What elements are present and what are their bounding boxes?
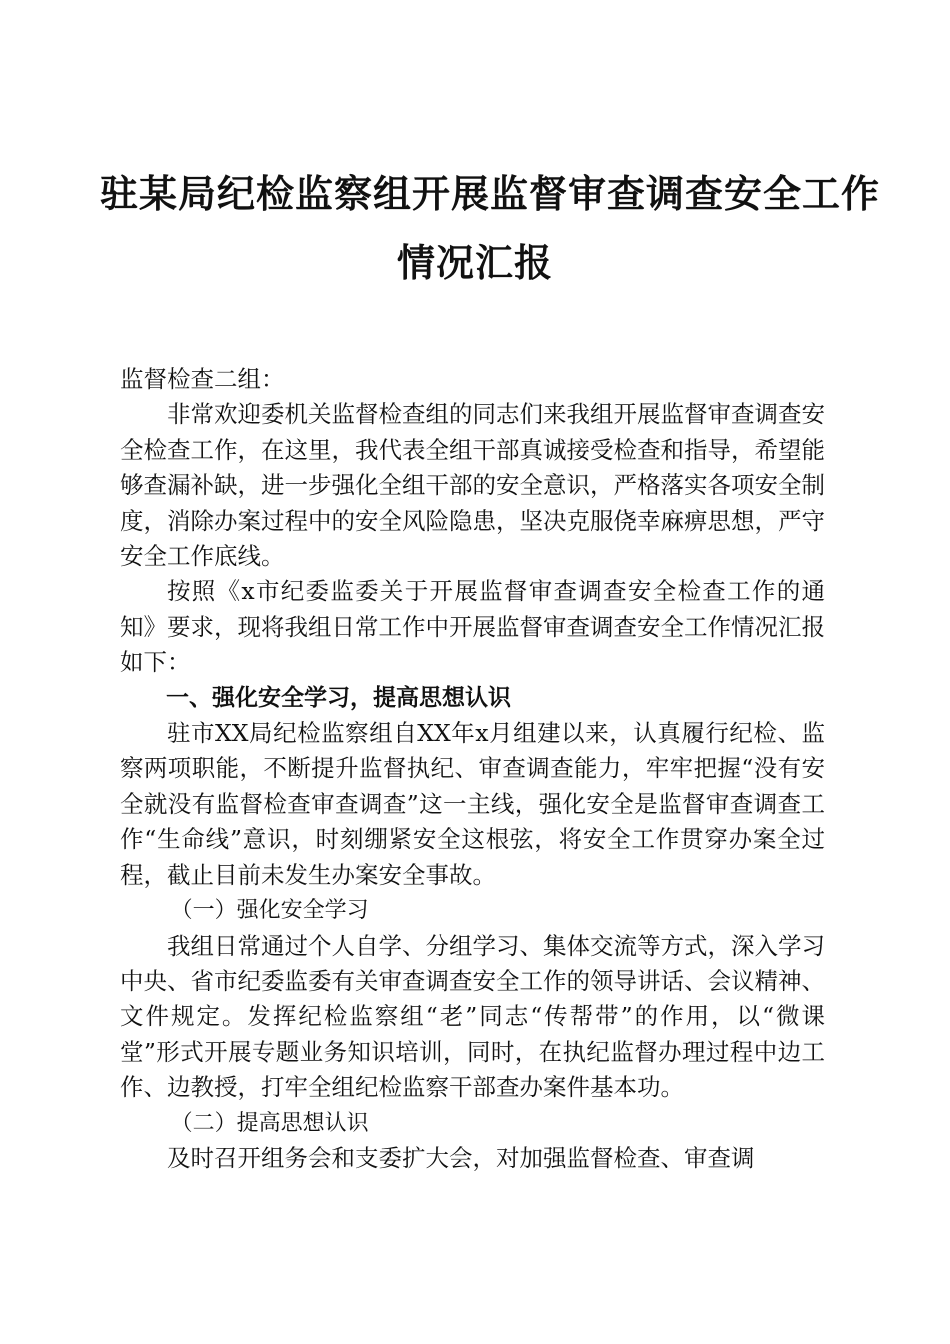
section-heading-1: 一、强化安全学习，提高思想认识	[166, 684, 511, 711]
subsection-1-paragraph: 我组日常通过个人自学、分组学习、集体交流等方式，深入学习中央、省市纪委监委有关审查调查安全工作的领导讲话、会议精神、文件规定。发挥纪检监察组“老”同志“传帮带”的作用，以“微课堂”形式开展专题业务知识培训，同时，在执纪监督办理过程中边工作、边教授，打牢全组纪检监察干部查办案件基本功。	[120, 931, 825, 1102]
document-body	[120, 362, 825, 1176]
subsection-2-paragraph: 及时召开组务会和支委扩大会，对加强监督检查、审查调	[167, 1143, 755, 1172]
document-title-line-1: 驻某局纪检监察组开展监督审查调查安全工作	[100, 171, 881, 216]
paragraph-intro: 非常欢迎委机关监督检查组的同志们来我组开展监督审查调查安全检查工作，在这里，我代表全组干部真诚接受检查和指导，希望能够查漏补缺，进一步强化全组干部的安全意识，严格落实各项安全制度，消除办案过程中的安全风险隐患，坚决克服侥幸麻痹思想，严守安全工作底线。	[120, 400, 825, 571]
subsection-heading-2: （二）提高思想认识	[170, 1110, 369, 1136]
document-title-line-2: 情况汇报	[396, 240, 553, 285]
subsection-heading-1: （一）强化安全学习	[170, 898, 369, 924]
salutation: 监督检查二组：	[120, 365, 285, 393]
section-1-paragraph: 驻市XX局纪检监察组自XX年x月组建以来，认真履行纪检、监察两项职能，不断提升监督执纪、审查调查能力，牢牢把握“没有安全就没有监督检查审查调查”这一主线，强化安全是监督审查调查工作“生命线”意识，时刻绷紧安全这根弦，将安全工作贯穿办案全过程，截止目前未发生办案安全事故。	[120, 719, 825, 889]
paragraph-notice: 按照《x市纪委监委关于开展监督审查调查安全检查工作的通知》要求，现将我组日常工作中开展监督审查调查安全工作情况汇报如下：	[120, 577, 825, 677]
